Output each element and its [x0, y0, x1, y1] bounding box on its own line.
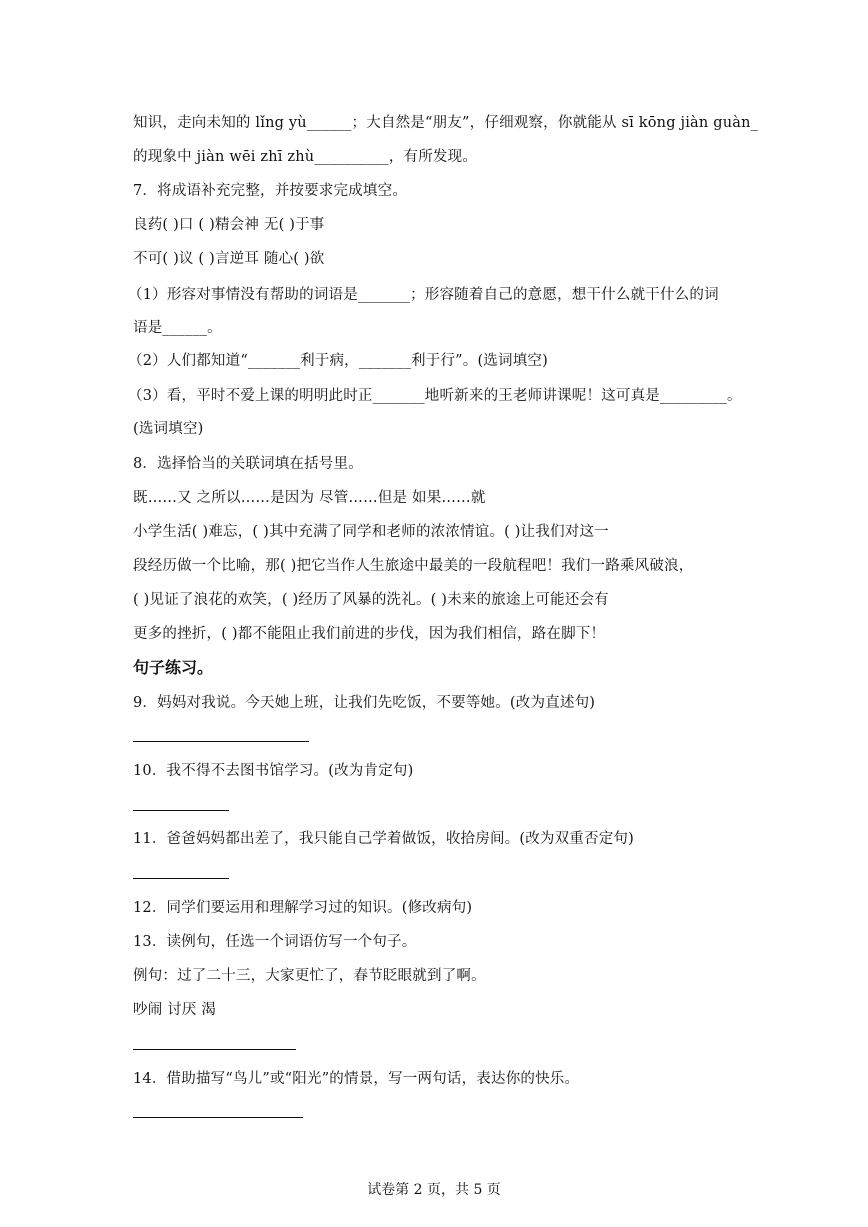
question-7-prompt: 7．将成语补充完整，并按要求完成填空。 [133, 183, 408, 199]
question-10: 10．我不得不去图书馆学习。(改为肯定句) [133, 763, 414, 779]
question-8-paragraph-line-2: 段经历做一个比喻，那( )把它当作人生旅途中最美的一段航程吧！我们一路乘风破浪， [133, 558, 694, 574]
question-12: 12．同学们要运用和理解学习过的知识。(修改病句) [133, 900, 473, 916]
question-7-idioms-row-2: 不可( )议 ( )言逆耳 随心( )欲 [133, 251, 325, 267]
question-8-options: 既……又 之所以……是因为 尽管……但是 如果……就 [133, 490, 486, 506]
question-7-sub-1a: （1）形容对事情没有帮助的词语是_______；形容随着自己的意愿，想干什么就干什么的词 [128, 287, 719, 303]
question-13-word-choices: 吵闹 讨厌 渴 [133, 1002, 217, 1018]
answer-line-14[interactable] [133, 1117, 303, 1118]
answer-line-9[interactable] [133, 741, 309, 742]
question-8-paragraph-line-3: ( )见证了浪花的欢笑，( )经历了风暴的洗礼。( )未来的旅途上可能还会有 [133, 592, 609, 608]
answer-line-10[interactable] [133, 810, 229, 811]
question-7-sub-3a: （3）看，平时不爱上课的明明此时正_______地听新来的王老师讲课呢！这可真是_________。 [128, 388, 742, 404]
question-13: 13．读例句，任选一个词语仿写一个句子。 [133, 934, 417, 950]
question-7-sub-3b: (选词填空) [133, 421, 204, 437]
question-7-sub-2: （2）人们都知道“_______利于病，_______利于行”。(选词填空) [128, 353, 548, 369]
question-9: 9．妈妈对我说。今天她上班，让我们先吃饭，不要等她。(改为直述句) [133, 695, 596, 711]
question-7-sub-1b: 语是______。 [133, 320, 222, 336]
answer-line-11[interactable] [133, 878, 229, 879]
question-8-paragraph-line-4: 更多的挫折，( )都不能阻止我们前进的步伐，因为我们相信，路在脚下！ [133, 626, 606, 642]
question-8-paragraph-line-1: 小学生活( )难忘，( )其中充满了同学和老师的浓浓情谊。( )让我们对这一 [133, 524, 609, 540]
text-line-continuation-1: 知识，走向未知的 lǐng yù______；大自然是“朋友”，仔细观察，你就能从 sī kōng jiàn guàn_ [133, 115, 759, 131]
section-title: 句子练习。 [133, 658, 214, 677]
page-footer: 试卷第 2 页，共 5 页 [367, 1182, 501, 1198]
answer-line-13[interactable] [133, 1049, 296, 1050]
text-line-continuation-2: 的现象中 jiàn wēi zhī zhù__________，有所发现。 [133, 149, 478, 165]
question-13-example: 例句：过了二十三，大家更忙了，春节眨眼就到了啊。 [133, 968, 486, 984]
question-14: 14．借助描写“鸟儿”或“阳光”的情景，写一两句话，表达你的快乐。 [133, 1071, 580, 1087]
question-8-prompt: 8．选择恰当的关联词填在括号里。 [133, 456, 363, 472]
question-7-idioms-row-1: 良药( )口 ( )精会神 无( )于事 [133, 217, 325, 233]
question-11: 11．爸爸妈妈都出差了，我只能自己学着做饭，收拾房间。(改为双重否定句) [133, 831, 634, 847]
